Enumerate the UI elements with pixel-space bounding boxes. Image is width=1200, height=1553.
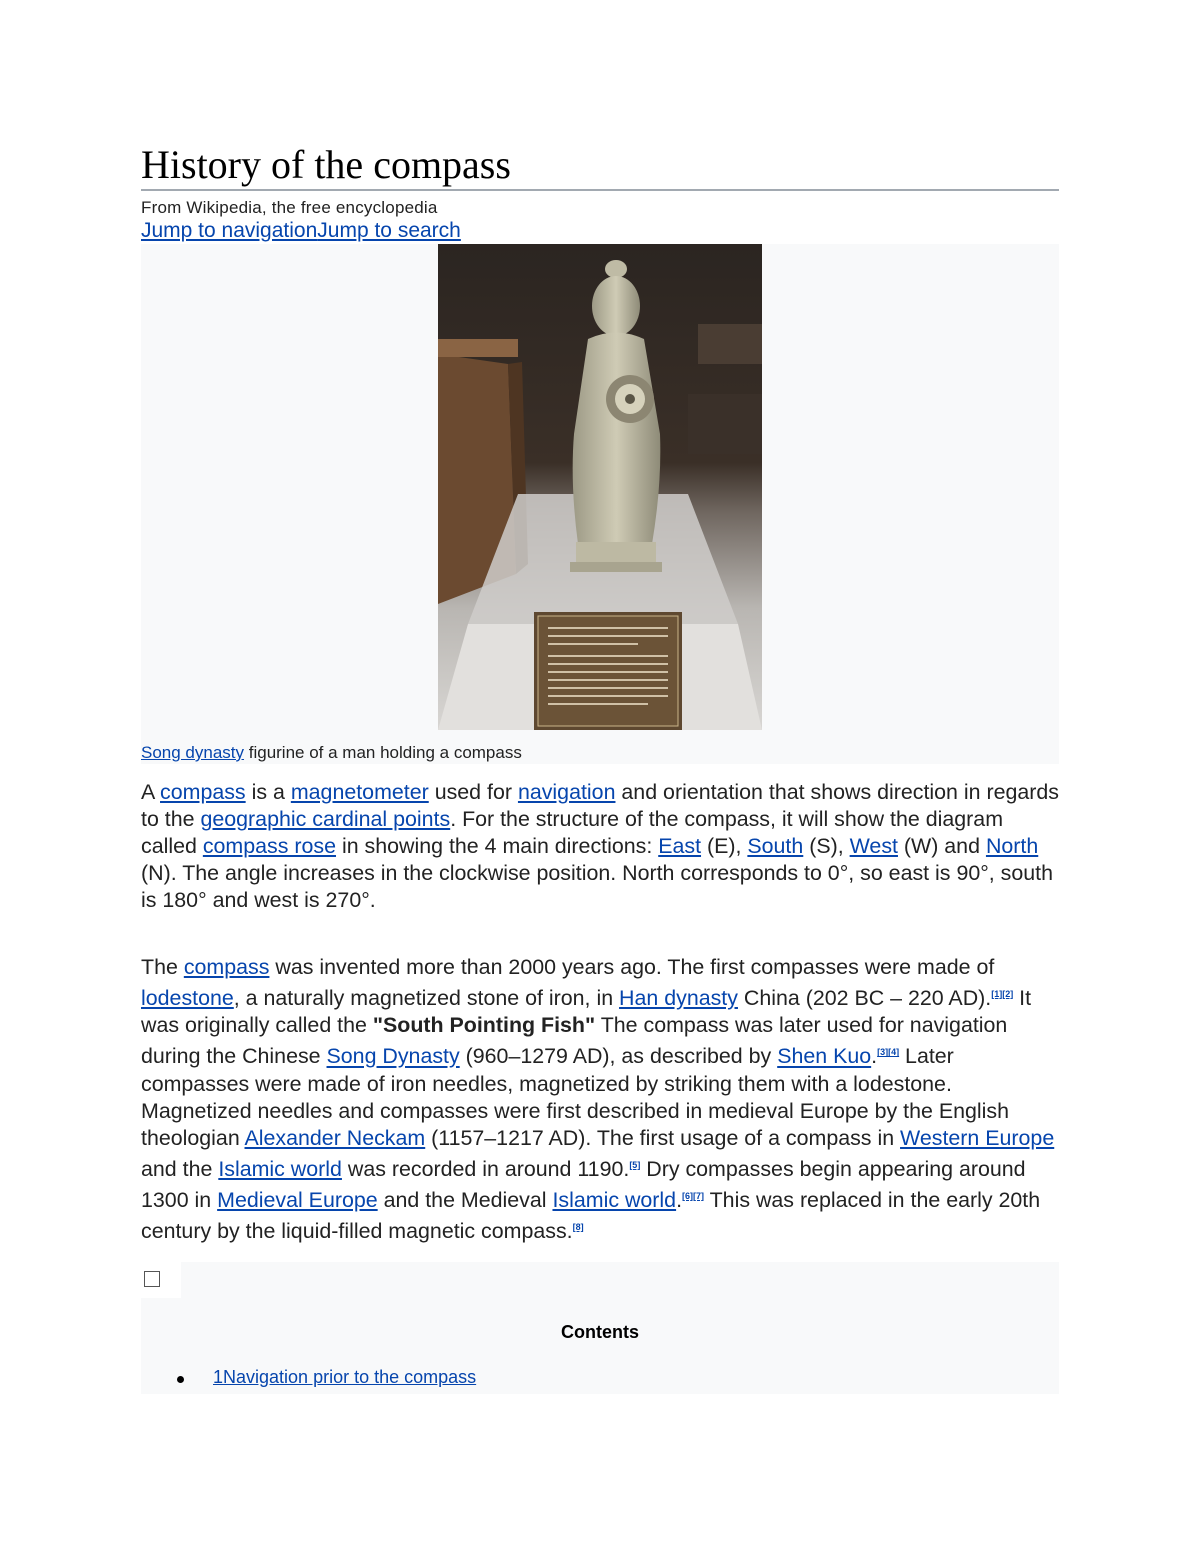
western-europe-link[interactable]: Western Europe (900, 1125, 1055, 1150)
text-run: (960–1279 AD), as described by (459, 1044, 778, 1069)
compass-link[interactable]: compass (183, 955, 270, 979)
song-dynasty-link[interactable]: Song Dynasty (326, 1044, 460, 1069)
checkbox-icon (144, 1271, 160, 1287)
reference-link[interactable]: [6][7] (682, 1191, 705, 1202)
text-run: and orientation that shows direction in regards to the (141, 780, 1059, 832)
islamic-world-link[interactable]: Islamic world (552, 1188, 677, 1213)
reference-link[interactable]: [5] (629, 1159, 641, 1170)
compass-rose-link[interactable]: compass rose (202, 834, 336, 859)
reference-link[interactable]: [8] (572, 1222, 584, 1233)
cardinal-points-link[interactable]: geographic cardinal points (200, 807, 451, 832)
figure-thumbnail (141, 244, 1059, 764)
toc-item-label: Navigation prior to the compass (223, 1367, 477, 1387)
west-link[interactable]: West (849, 834, 898, 859)
intro-paragraph (141, 779, 1059, 914)
text-run: in showing the 4 main directions: (336, 834, 659, 859)
text-run: (S), (803, 834, 850, 859)
museum-plaque (534, 612, 682, 730)
reference-link[interactable]: [1][2] (991, 989, 1014, 1000)
text-run: is a (245, 780, 291, 804)
text-run: . (676, 1188, 683, 1213)
text-run: (N). The angle increases in the clockwise position. North corresponds to 0°, so east is 90°, south is 180° and west is 270°. (141, 861, 1054, 913)
han-dynasty-link[interactable]: Han dynasty (619, 986, 738, 1011)
islamic-world-link[interactable]: Islamic world (218, 1157, 342, 1182)
page-title: History of the compass (141, 143, 1059, 191)
toc-item-link[interactable] (213, 1367, 476, 1388)
north-link[interactable]: North (985, 834, 1039, 859)
text-run: and the (141, 1157, 219, 1182)
text-run: (E), (701, 834, 748, 859)
magnetometer-link[interactable]: magnetometer (290, 780, 429, 804)
compass-link[interactable]: compass (160, 780, 246, 804)
table-of-contents (141, 1262, 1059, 1394)
text-run: . For the structure of the compass, it will show the diagram called (141, 807, 1004, 859)
text-run: (1157–1217 AD). The first usage of a compass in (425, 1125, 901, 1150)
text-run: The compass was later used for navigation during the Chinese (141, 1013, 1008, 1069)
text-run: was invented more than 2000 years ago. The first compasses were made of (269, 955, 995, 979)
history-paragraph (141, 954, 1059, 1246)
toc-title: Contents (561, 1322, 639, 1342)
text-run: , a naturally magnetized stone of iron, in (233, 986, 620, 1011)
figurine-photo-image (438, 244, 762, 730)
east-link[interactable]: East (658, 834, 702, 859)
toc-toggle[interactable] (141, 1262, 181, 1298)
figurine-photo[interactable] (438, 244, 762, 730)
navigation-link[interactable]: navigation (517, 780, 616, 804)
shen-kuo-link[interactable]: Shen Kuo (777, 1044, 872, 1069)
text-run: . (871, 1044, 878, 1069)
medieval-europe-link[interactable]: Medieval Europe (217, 1188, 378, 1213)
text-run: Later compasses were made of iron needles, magnetized by striking them with a lodestone. Magnetized needles and compasses were first described in medieval Europe by the English theologian (141, 1044, 1009, 1150)
text-run: and the Medieval (377, 1188, 553, 1213)
jump-to-navigation-link[interactable]: Jump to navigation (141, 219, 318, 242)
toc-item-number: 1 (213, 1367, 224, 1387)
figure-caption (141, 743, 522, 763)
jump-to-search-link[interactable]: Jump to search (317, 219, 461, 242)
bullet-icon (177, 1376, 184, 1383)
text-run: Dry compasses begin appearing around 1300 in (141, 1157, 1026, 1213)
jump-links (141, 219, 461, 243)
text-run: was recorded in around 1190. (341, 1157, 630, 1182)
text-run: The (141, 955, 184, 979)
bold-term: "South Pointing Fish" (372, 1013, 596, 1038)
caption-text: figurine of a man holding a compass (244, 743, 522, 762)
text-run: It was originally called the (141, 986, 1032, 1038)
text-run: A (141, 780, 161, 804)
text-run: used for (428, 780, 518, 804)
reference-link[interactable]: [3][4] (877, 1047, 900, 1058)
text-run: China (202 BC – 220 AD). (737, 986, 992, 1011)
site-tagline: From Wikipedia, the free encyclopedia (141, 198, 438, 217)
text-run: (W) and (897, 834, 986, 859)
alexander-neckam-link[interactable]: Alexander Neckam (244, 1125, 426, 1150)
south-link[interactable]: South (747, 834, 804, 859)
song-dynasty-link[interactable]: Song dynasty (141, 743, 245, 762)
lodestone-link[interactable]: lodestone (141, 986, 234, 1011)
toc-list (177, 1347, 1059, 1394)
text-run: This was replaced in the early 20th century by the liquid-filled magnetic compass. (141, 1188, 1041, 1244)
